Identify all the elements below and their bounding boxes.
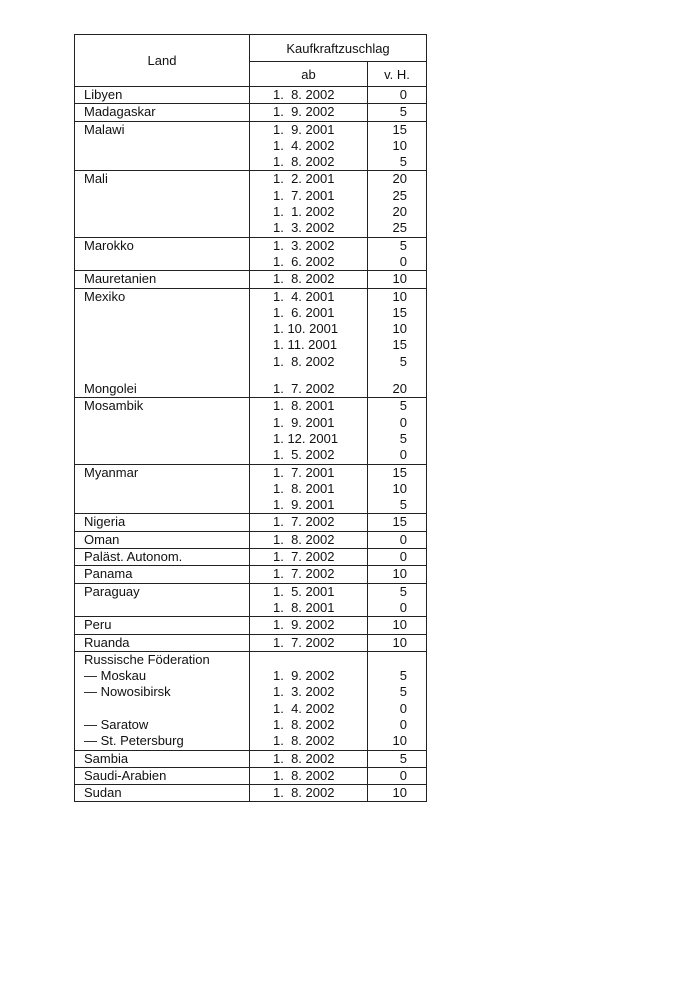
land-cell: [75, 87, 250, 104]
vh-line: 0: [399, 599, 407, 615]
table-row: [75, 531, 427, 548]
ab-line: 1. 8. 2001: [273, 480, 335, 496]
ab-line: 1. 7. 2002: [273, 566, 335, 582]
ab-line: 1. 7. 2002: [273, 549, 335, 565]
vh-cell: [368, 566, 427, 583]
vh-line: 0: [399, 531, 407, 547]
vh-line: 5: [399, 237, 407, 253]
land-cell: [75, 617, 250, 634]
land-cell: [75, 531, 250, 548]
ab-cell: [250, 566, 368, 583]
ab-cell: [250, 549, 368, 566]
land-line: — Moskau: [84, 668, 147, 684]
vh-line: 10: [392, 137, 407, 153]
land-line: Saudi-Arabien: [84, 767, 167, 783]
vh-line: 5: [399, 750, 407, 766]
land-line: [75, 370, 249, 381]
vh-line: 10: [392, 634, 407, 650]
ab-cell: [250, 617, 368, 634]
land-cell: [75, 288, 250, 398]
land-line: — Nowosibirsk: [84, 684, 171, 700]
vh-line: 15: [392, 514, 407, 530]
land-cell: [75, 104, 250, 121]
table-row: [75, 767, 427, 784]
land-cell: [75, 566, 250, 583]
land-line: Madagaskar: [84, 104, 156, 120]
ab-line: 1. 10. 2001: [273, 321, 339, 337]
table-row: [75, 288, 427, 398]
ab-line: 1. 1. 2002: [273, 204, 335, 220]
vh-line: 0: [399, 716, 407, 732]
vh-line: 10: [392, 321, 407, 337]
vh-line: 15: [392, 304, 407, 320]
ab-line: 1. 9. 2002: [273, 617, 335, 633]
vh-line: 20: [392, 204, 407, 220]
table-row: [75, 651, 427, 750]
land-line: Marokko: [84, 237, 134, 253]
vh-line: 0: [399, 253, 407, 269]
ab-line: 1. 6. 2001: [273, 304, 335, 320]
vh-cell: [368, 237, 427, 271]
ab-line: 1. 8. 2002: [273, 353, 335, 369]
table-row: [75, 104, 427, 121]
land-cell: [75, 271, 250, 288]
vh-cell: [368, 549, 427, 566]
vh-cell: [368, 514, 427, 531]
land-cell: [75, 464, 250, 514]
vh-line: 10: [392, 733, 407, 749]
vh-line: 20: [392, 381, 407, 397]
vh-line: 15: [392, 337, 407, 353]
table-row: [75, 583, 427, 617]
ab-cell: [250, 750, 368, 767]
ab-line: 1. 6. 2002: [273, 253, 335, 269]
land-line: — Saratow: [84, 716, 149, 732]
vh-line: 10: [392, 480, 407, 496]
land-line: Panama: [84, 566, 133, 582]
land-line: Malawi: [84, 121, 125, 137]
table-row: [75, 87, 427, 104]
vh-cell: [368, 531, 427, 548]
ab-cell: [250, 583, 368, 617]
ab-line: 1. 2. 2001: [273, 171, 335, 187]
vh-line: 0: [399, 767, 407, 783]
table-row: [75, 271, 427, 288]
ab-line: 1. 7. 2001: [273, 187, 335, 203]
vh-line: 10: [392, 288, 407, 304]
vh-line: 5: [399, 104, 407, 120]
vh-cell: [368, 617, 427, 634]
land-line: [75, 354, 249, 370]
table-row: [75, 464, 427, 514]
land-cell: [75, 785, 250, 802]
table-row: [75, 750, 427, 767]
ab-line: 1. 9. 2002: [273, 668, 335, 684]
ab-cell: [250, 531, 368, 548]
land-line: Paläst. Autonom.: [84, 549, 183, 565]
land-line: Mosambik: [84, 398, 144, 414]
ab-line: 1. 8. 2002: [273, 154, 335, 170]
vh-cell: [368, 288, 427, 398]
vh-cell: [368, 398, 427, 464]
ab-line: 1. 4. 2002: [273, 700, 335, 716]
land-line: Myanmar: [84, 464, 139, 480]
ab-line: 1. 9. 2001: [273, 497, 335, 513]
ab-line: 1. 9. 2001: [273, 414, 335, 430]
ab-line: 1. 8. 2002: [273, 767, 335, 783]
ab-cell: [250, 634, 368, 651]
ab-line: 1. 8. 2002: [273, 271, 335, 287]
land-line: Mali: [84, 171, 108, 187]
vh-line: 0: [399, 414, 407, 430]
ab-cell: [250, 514, 368, 531]
land-line: [75, 337, 249, 353]
ab-cell: [250, 767, 368, 784]
ab-line: 1. 8. 2002: [273, 750, 335, 766]
ab-line: 1. 3. 2002: [273, 684, 335, 700]
land-line: Nigeria: [84, 514, 126, 530]
vh-cell: [368, 583, 427, 617]
vh-cell: [368, 271, 427, 288]
ab-line: 1. 4. 2001: [273, 288, 335, 304]
ab-line: 1. 8. 2001: [273, 599, 335, 615]
ab-line: 1. 5. 2001: [273, 583, 335, 599]
ab-line: 1. 7. 2002: [273, 634, 335, 650]
land-cell: [75, 549, 250, 566]
table-row: [75, 237, 427, 271]
vh-line: 10: [392, 271, 407, 287]
land-line: Oman: [84, 531, 120, 547]
land-cell: [75, 237, 250, 271]
land-cell: [75, 583, 250, 617]
table-row: [75, 785, 427, 802]
ab-cell: [250, 271, 368, 288]
ab-cell: [250, 464, 368, 514]
land-cell: [75, 651, 250, 750]
table-row: [75, 398, 427, 464]
header-land: Land: [75, 35, 250, 87]
vh-line: 15: [392, 121, 407, 137]
ab-cell: [250, 104, 368, 121]
header-kaufkraftzuschlag: Kaufkraftzuschlag: [250, 35, 427, 62]
vh-line: 10: [392, 617, 407, 633]
land-line: Peru: [84, 617, 112, 633]
table-row: [75, 121, 427, 171]
ab-cell: [250, 785, 368, 802]
land-line: — St. Petersburg: [84, 733, 184, 749]
header-ab: ab: [250, 62, 368, 87]
land-cell: [75, 767, 250, 784]
ab-line: 1. 7. 2002: [273, 514, 335, 530]
kaufkraftzuschlag-table: [74, 34, 427, 802]
ab-line: 1. 3. 2002: [273, 237, 335, 253]
ab-cell: [250, 398, 368, 464]
land-cell: [75, 750, 250, 767]
table-row: [75, 617, 427, 634]
ab-cell: [250, 237, 368, 271]
table-row: [75, 634, 427, 651]
ab-line: 1. 7. 2001: [273, 464, 335, 480]
vh-line: 5: [399, 430, 407, 446]
ab-cell: [250, 87, 368, 104]
vh-line: [368, 370, 426, 381]
ab-line: 1. 8. 2002: [273, 785, 335, 801]
ab-line: 1. 9. 2002: [273, 104, 335, 120]
land-line: Ruanda: [84, 634, 130, 650]
header-vh: v. H.: [368, 62, 427, 87]
table-row: [75, 566, 427, 583]
vh-line: 5: [399, 398, 407, 414]
land-line: Sambia: [84, 750, 129, 766]
land-line: [75, 701, 249, 717]
vh-cell: [368, 750, 427, 767]
land-line: Mexiko: [84, 288, 126, 304]
land-cell: [75, 121, 250, 171]
land-cell: [75, 514, 250, 531]
ab-line: 1. 8. 2001: [273, 398, 335, 414]
ab-line: 1. 3. 2002: [273, 220, 335, 236]
vh-line: 0: [399, 700, 407, 716]
table-row: [75, 171, 427, 237]
land-line: Libyen: [84, 87, 123, 102]
land-line: Mongolei: [84, 381, 137, 397]
vh-line: 5: [399, 583, 407, 599]
vh-cell: [368, 171, 427, 237]
land-line: Russische Föderation: [84, 651, 210, 667]
vh-line: 25: [392, 220, 407, 236]
vh-line: 25: [392, 187, 407, 203]
vh-line: 5: [399, 353, 407, 369]
ab-line: 1. 9. 2001: [273, 121, 335, 137]
table-row: [75, 549, 427, 566]
ab-line: 1. 12. 2001: [273, 430, 339, 446]
ab-line: 1. 4. 2002: [273, 137, 335, 153]
vh-line: 0: [399, 549, 407, 565]
ab-line: 1. 8. 2002: [273, 733, 335, 749]
vh-cell: [368, 785, 427, 802]
ab-line: [250, 652, 367, 668]
land-line: [75, 321, 249, 337]
land-line: Paraguay: [84, 583, 140, 599]
ab-line: 1. 5. 2002: [273, 447, 335, 463]
table-body: [75, 87, 427, 802]
ab-line: [250, 370, 367, 381]
ab-line: 1. 8. 2002: [273, 87, 335, 102]
vh-line: 10: [392, 785, 407, 801]
vh-cell: [368, 651, 427, 750]
vh-line: [368, 652, 426, 668]
table-header: [75, 35, 427, 87]
vh-line: 0: [399, 87, 407, 102]
vh-cell: [368, 104, 427, 121]
table-row: [75, 514, 427, 531]
vh-line: 5: [399, 497, 407, 513]
vh-line: 0: [399, 447, 407, 463]
vh-line: 5: [399, 684, 407, 700]
land-line: [75, 305, 249, 321]
vh-line: 20: [392, 171, 407, 187]
vh-cell: [368, 121, 427, 171]
ab-line: 1. 7. 2002: [273, 381, 335, 397]
vh-line: 5: [399, 154, 407, 170]
vh-line: 10: [392, 566, 407, 582]
land-cell: [75, 634, 250, 651]
vh-cell: [368, 464, 427, 514]
ab-cell: [250, 651, 368, 750]
vh-line: 5: [399, 668, 407, 684]
ab-line: 1. 11. 2001: [273, 337, 338, 353]
land-cell: [75, 398, 250, 464]
vh-cell: [368, 767, 427, 784]
ab-cell: [250, 171, 368, 237]
vh-line: 15: [392, 464, 407, 480]
vh-cell: [368, 87, 427, 104]
ab-cell: [250, 288, 368, 398]
ab-cell: [250, 121, 368, 171]
ab-line: 1. 8. 2002: [273, 531, 335, 547]
land-line: Mauretanien: [84, 271, 157, 287]
vh-cell: [368, 634, 427, 651]
land-line: Sudan: [84, 785, 122, 801]
ab-line: 1. 8. 2002: [273, 716, 335, 732]
land-cell: [75, 171, 250, 237]
